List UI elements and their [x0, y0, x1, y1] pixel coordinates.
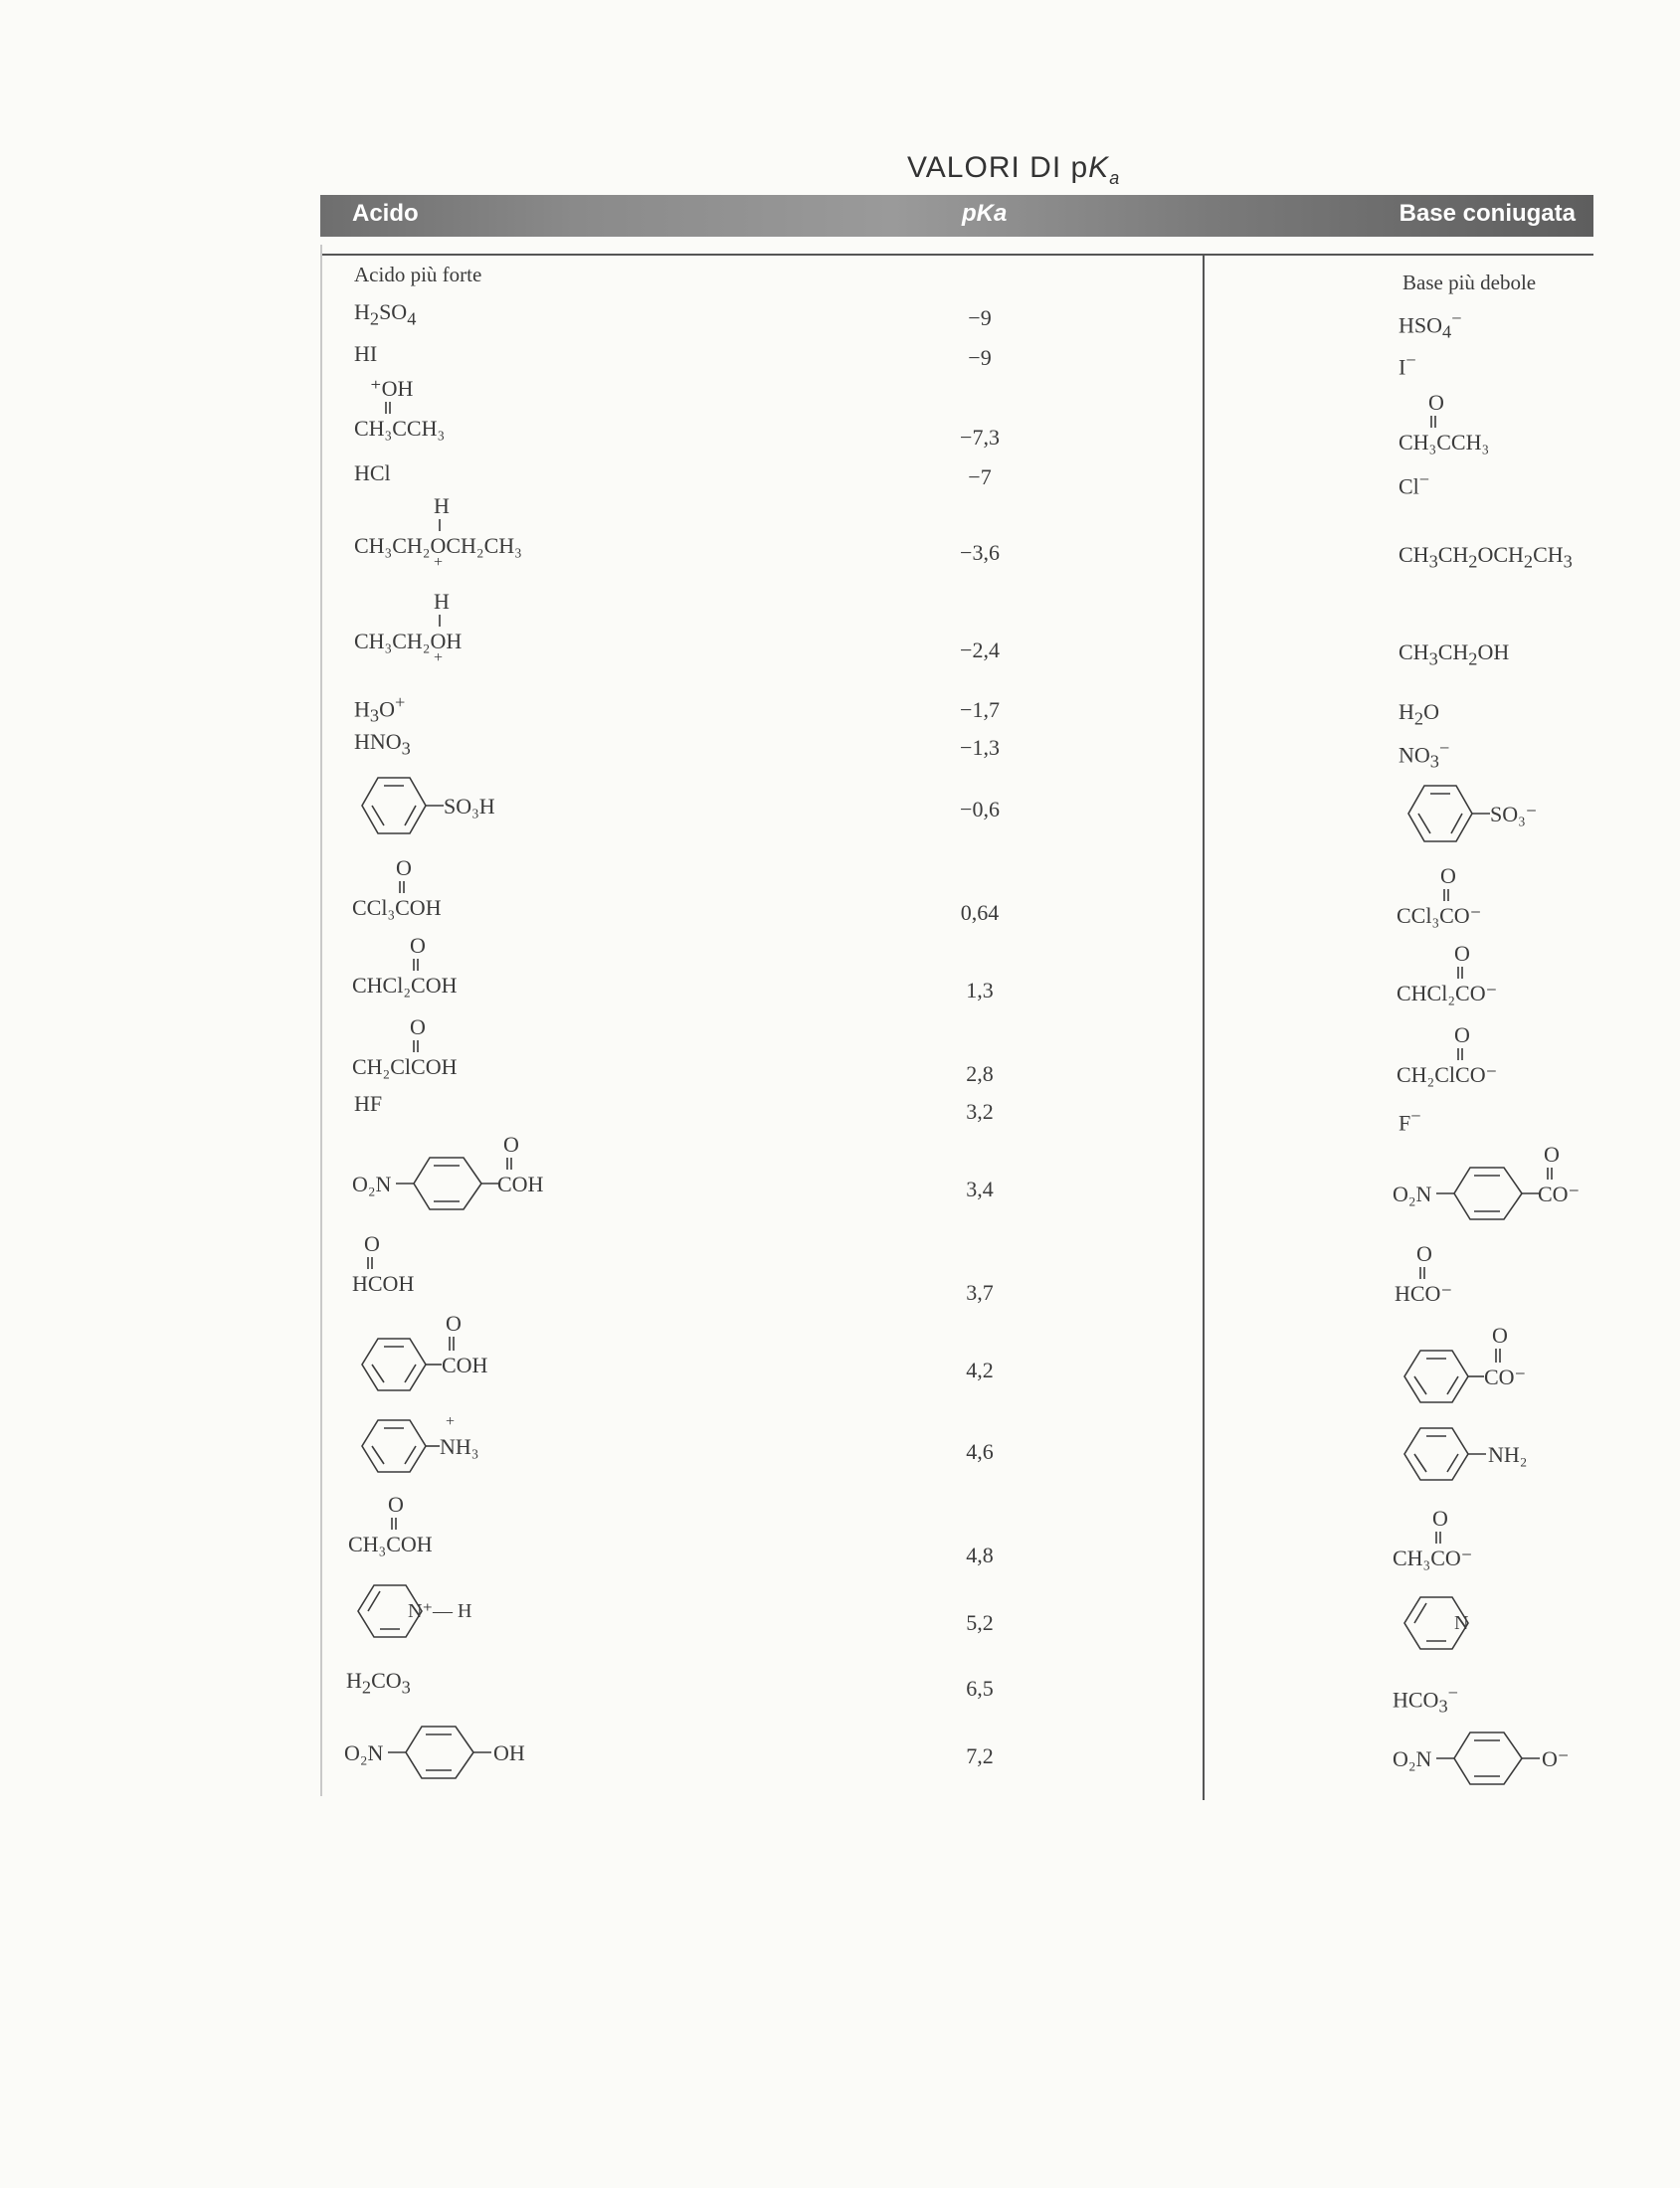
svg-text:OH: OH: [493, 1740, 525, 1765]
acid-hf: HF: [354, 1091, 383, 1116]
svg-text:O: O: [410, 1014, 426, 1039]
base-diethyl-ether: $CH_3CH_2OCH_2CH_3$: [1399, 542, 1573, 572]
svg-text:CH₂ClCO⁻: CH₂ClCO⁻: [1397, 1062, 1498, 1087]
acid-dichloroacetic: [352, 931, 511, 1001]
base-nitrate: $NO_3^-$: [1399, 738, 1450, 772]
svg-text:H: H: [434, 589, 450, 614]
base-iodide: I−: [1399, 350, 1416, 380]
svg-text:H: H: [434, 493, 450, 518]
acid-acetic: [348, 1490, 487, 1559]
svg-text:CH₃CCH₃: CH₃CCH₃: [354, 416, 446, 441]
acid-formic: [352, 1229, 471, 1299]
acid-hcl: HCl: [354, 460, 391, 485]
svg-text:CCl₃COH: CCl₃COH: [352, 895, 442, 920]
svg-text:+: +: [434, 554, 444, 571]
svg-text:O: O: [396, 855, 412, 880]
svg-text:O: O: [1454, 941, 1470, 966]
base-water: $H_2O$: [1399, 699, 1439, 729]
base-benzoate: [1393, 1321, 1591, 1420]
table-header: [320, 195, 1593, 237]
svg-text:O: O: [1432, 1506, 1448, 1531]
svg-text:O⁻: O⁻: [1542, 1746, 1570, 1771]
svg-text:O: O: [410, 933, 426, 958]
svg-text:N⁺— H: N⁺— H: [408, 1600, 472, 1622]
pka-value: −7: [968, 464, 992, 489]
svg-text:CH₃CH₂OCH₂CH₃: CH₃CH₂OCH₂CH₃: [354, 533, 522, 558]
acid-trichloroacetic: [352, 853, 511, 923]
svg-text:O: O: [1416, 1241, 1432, 1266]
base-formate: [1395, 1239, 1514, 1309]
base-hso4: $HSO_4^-$: [1399, 308, 1462, 342]
acid-chloroacetic: [352, 1012, 511, 1082]
base-4-nitrophenoxide: [1393, 1727, 1631, 1806]
svg-text:COH: COH: [497, 1172, 544, 1196]
svg-text:HCOH: HCOH: [352, 1271, 415, 1296]
svg-text:CHCl₂CO⁻: CHCl₂CO⁻: [1397, 981, 1498, 1005]
acid-protonated-acetone: [354, 374, 473, 454]
page-title: VALORI DI $pK_a$: [907, 151, 1121, 188]
header-divider: [320, 254, 1593, 256]
pka-value: 3,2: [966, 1099, 994, 1124]
base-aniline: [1393, 1412, 1591, 1502]
header-acid: Acido: [352, 200, 419, 227]
pka-value: 4,2: [966, 1358, 994, 1382]
svg-text:O: O: [503, 1132, 519, 1157]
svg-text:O₂N: O₂N: [344, 1740, 384, 1765]
pka-value: 1,3: [966, 978, 994, 1003]
pka-value: 3,4: [966, 1177, 994, 1201]
left-margin-line: [320, 245, 322, 1796]
svg-text:HCO⁻: HCO⁻: [1395, 1281, 1453, 1306]
svg-text:O₂N: O₂N: [1393, 1182, 1432, 1206]
svg-text:CH₃CCH₃: CH₃CCH₃: [1399, 430, 1490, 455]
pka-value: 4,6: [966, 1439, 994, 1464]
svg-text:CH₃CO⁻: CH₃CO⁻: [1393, 1546, 1473, 1570]
base-chloroacetate: [1397, 1020, 1556, 1090]
svg-text:CH₃COH: CH₃COH: [348, 1532, 433, 1556]
pka-value: −9: [968, 305, 992, 330]
pka-value: 5,2: [966, 1610, 994, 1635]
header-pka: pKa: [962, 200, 1008, 227]
acid-protonated-ethanol: [354, 587, 513, 666]
header-base: Base coniugata: [1399, 200, 1576, 227]
pka-value: −9: [968, 345, 992, 370]
base-acetone: [1399, 388, 1518, 467]
svg-text:CCl₃CO⁻: CCl₃CO⁻: [1397, 903, 1482, 928]
pka-value: 2,8: [966, 1061, 994, 1086]
svg-text:O: O: [1492, 1323, 1508, 1348]
svg-text:O₂N: O₂N: [352, 1172, 392, 1196]
pka-value: −0,6: [960, 797, 1000, 821]
svg-text:O: O: [388, 1492, 404, 1517]
base-4-nitrobenzoate: [1393, 1140, 1631, 1239]
base-pyridine: [1393, 1589, 1512, 1669]
base-benzenesulfonate: [1397, 774, 1615, 863]
pka-value: 0,64: [960, 900, 1000, 925]
base-acetate: [1393, 1504, 1532, 1573]
svg-text:CO⁻: CO⁻: [1484, 1365, 1527, 1389]
svg-text:CH₃CH₂OH: CH₃CH₂OH: [354, 629, 463, 653]
acid-4-nitrobenzoic: [352, 1130, 591, 1229]
base-dichloroacetate: [1397, 939, 1556, 1008]
acid-hydronium: $H_3O^+$: [354, 692, 406, 726]
svg-text:O: O: [1454, 1022, 1470, 1047]
pka-value: 3,7: [966, 1280, 994, 1305]
svg-text:COH: COH: [442, 1353, 488, 1377]
acid-carbonic: $H_2CO_3$: [346, 1668, 411, 1698]
svg-text:CO⁻: CO⁻: [1538, 1182, 1581, 1206]
pka-value: −3,6: [960, 540, 1000, 565]
svg-text:+: +: [434, 649, 444, 666]
pka-value: 7,2: [966, 1743, 994, 1768]
acid-pyridinium: [346, 1577, 545, 1657]
svg-text:NH₃: NH₃: [440, 1434, 479, 1459]
svg-text:CH₂ClCOH: CH₂ClCOH: [352, 1054, 458, 1079]
pka-value: 4,8: [966, 1543, 994, 1567]
pka-value: 6,5: [966, 1676, 994, 1701]
pka-value: −7,3: [960, 425, 1000, 450]
acid-4-nitrophenol: [344, 1721, 583, 1800]
base-weakest-note: Base più debole: [1402, 271, 1537, 294]
acid-hi: HI: [354, 341, 378, 366]
svg-text:CHCl₂COH: CHCl₂COH: [352, 973, 458, 998]
pka-value: −1,7: [960, 697, 1000, 722]
pka-value: −2,4: [960, 638, 1000, 662]
svg-text:N: N: [1454, 1612, 1469, 1634]
acid-benzenesulfonic: [350, 766, 569, 855]
base-fluoride: F−: [1399, 1106, 1421, 1136]
svg-text:O: O: [364, 1231, 380, 1256]
base-bicarbonate: $HCO_3^-$: [1393, 1683, 1458, 1717]
svg-text:SO₃⁻: SO₃⁻: [1490, 802, 1538, 826]
column-divider: [1203, 254, 1205, 1800]
svg-text:O: O: [1428, 390, 1444, 415]
svg-text:O: O: [446, 1311, 462, 1336]
acid-h2so4: $H_2SO_4$: [354, 299, 417, 329]
acid-hno3: $HNO_3$: [354, 729, 411, 759]
acid-protonated-ether: [354, 491, 573, 571]
base-chloride: Cl−: [1399, 469, 1430, 499]
svg-text:O: O: [1440, 863, 1456, 888]
svg-text:⁺OH: ⁺OH: [370, 376, 414, 401]
svg-text:SO₃H: SO₃H: [444, 794, 495, 819]
base-ethanol: $CH_3CH_2OH$: [1399, 639, 1510, 669]
svg-text:O: O: [1544, 1142, 1560, 1167]
base-trichloroacetate: [1397, 861, 1556, 931]
svg-text:NH₂: NH₂: [1488, 1442, 1528, 1467]
acid-anilinium: [350, 1404, 549, 1494]
acid-benzoic: [350, 1309, 549, 1408]
pka-value: −1,3: [960, 735, 1000, 760]
acid-strongest-note: Acido più forte: [354, 263, 482, 286]
svg-text:+: +: [446, 1413, 456, 1430]
svg-text:O₂N: O₂N: [1393, 1746, 1432, 1771]
